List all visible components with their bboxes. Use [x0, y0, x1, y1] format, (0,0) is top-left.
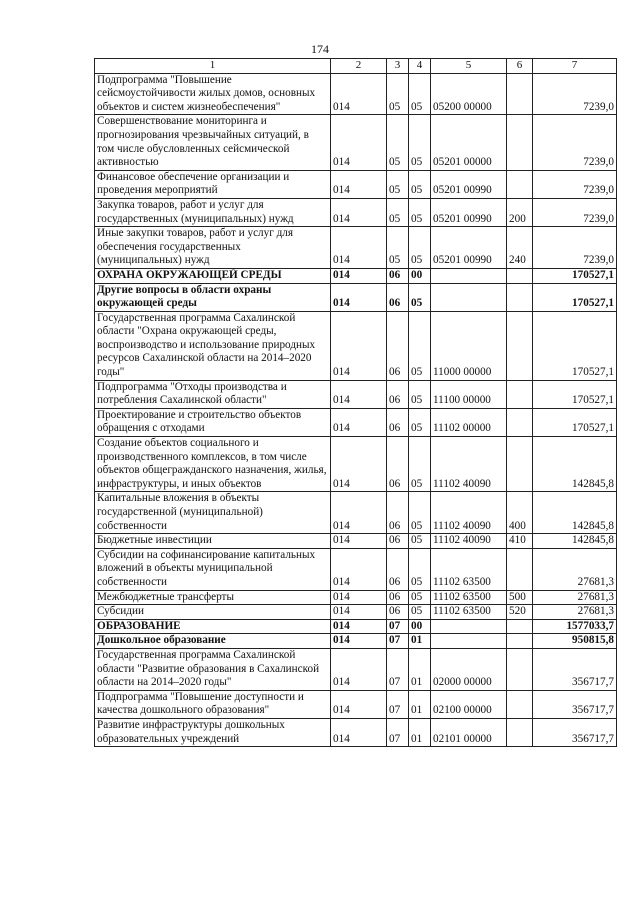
expense-type-cell	[507, 283, 533, 311]
ministry-code-cell: 014	[331, 619, 387, 634]
ministry-code-cell: 014	[331, 73, 387, 115]
subsection-code-cell: 00	[409, 619, 431, 634]
section-code-cell: 07	[387, 648, 409, 690]
section-code-cell: 06	[387, 548, 409, 590]
subsection-code-cell: 01	[409, 718, 431, 746]
section-code-cell: 07	[387, 619, 409, 634]
table-row	[95, 590, 617, 605]
ministry-code-cell: 014	[331, 170, 387, 198]
amount-cell: 170527,1	[533, 408, 617, 436]
header-row	[95, 59, 617, 74]
target-article-cell	[431, 619, 507, 634]
subsection-code-cell: 05	[409, 283, 431, 311]
section-code-cell: 06	[387, 311, 409, 380]
target-article-cell	[431, 634, 507, 649]
table-row	[95, 170, 617, 198]
target-article-cell: 02000 00000	[431, 648, 507, 690]
target-article-cell: 02101 00000	[431, 718, 507, 746]
name-cell: Финансовое обеспечение организации и проведения мероприятий	[95, 170, 331, 198]
header-cell: 2	[331, 59, 387, 74]
target-article-cell: 11102 40090	[431, 437, 507, 492]
ministry-code-cell: 014	[331, 534, 387, 549]
amount-cell: 7239,0	[533, 198, 617, 226]
subsection-code-cell: 05	[409, 311, 431, 380]
name-cell: Дошкольное образование	[95, 634, 331, 649]
target-article-cell: 05200 00000	[431, 73, 507, 115]
amount-cell: 27681,3	[533, 548, 617, 590]
expense-type-cell: 500	[507, 590, 533, 605]
subsection-code-cell: 01	[409, 634, 431, 649]
name-cell: Подпрограмма "Отходы производства и потребления Сахалинской области"	[95, 380, 331, 408]
ministry-code-cell: 014	[331, 437, 387, 492]
amount-cell: 170527,1	[533, 283, 617, 311]
target-article-cell: 05201 00990	[431, 170, 507, 198]
expense-type-cell	[507, 408, 533, 436]
name-cell: Подпрограмма "Повышение доступности и качества дошкольного образования"	[95, 690, 331, 718]
name-cell: Подпрограмма "Повышение сейсмоустойчивости жилых домов, основных объектов и систем жизнеобеспечения"	[95, 73, 331, 115]
header-cell: 5	[431, 59, 507, 74]
name-cell: Иные закупки товаров, работ и услуг для обеспечения государственных (муниципальных) нужд	[95, 227, 331, 269]
section-code-cell: 06	[387, 534, 409, 549]
target-article-cell: 11102 63500	[431, 590, 507, 605]
target-article-cell: 11102 40090	[431, 534, 507, 549]
subsection-code-cell: 05	[409, 605, 431, 620]
amount-cell: 7239,0	[533, 73, 617, 115]
ministry-code-cell: 014	[331, 718, 387, 746]
name-cell: Субсидии	[95, 605, 331, 620]
header-cell: 4	[409, 59, 431, 74]
section-code-cell: 06	[387, 408, 409, 436]
table-row	[95, 634, 617, 649]
header-cell: 1	[95, 59, 331, 74]
expense-type-cell	[507, 268, 533, 283]
table-body	[95, 73, 617, 747]
amount-cell: 142845,8	[533, 437, 617, 492]
section-code-cell: 06	[387, 605, 409, 620]
budget-table	[94, 58, 617, 747]
name-cell: Создание объектов социального и производственного комплексов, в том числе объектов общегражданского назначения, жилья, инфраструктуры, и иных объектов	[95, 437, 331, 492]
ministry-code-cell: 014	[331, 634, 387, 649]
amount-cell: 170527,1	[533, 311, 617, 380]
section-code-cell: 05	[387, 115, 409, 170]
subsection-code-cell: 05	[409, 548, 431, 590]
name-cell: Межбюджетные трансферты	[95, 590, 331, 605]
ministry-code-cell: 014	[331, 198, 387, 226]
section-code-cell: 05	[387, 198, 409, 226]
subsection-code-cell: 05	[409, 115, 431, 170]
name-cell: ОХРАНА ОКРУЖАЮЩЕЙ СРЕДЫ	[95, 268, 331, 283]
header-cell: 3	[387, 59, 409, 74]
table-row	[95, 648, 617, 690]
amount-cell: 142845,8	[533, 492, 617, 534]
name-cell: Совершенствование мониторинга и прогнозирования чрезвычайных ситуаций, в том числе обусловленных сейсмической активностью	[95, 115, 331, 170]
ministry-code-cell: 014	[331, 115, 387, 170]
section-code-cell: 07	[387, 690, 409, 718]
expense-type-cell	[507, 311, 533, 380]
table-row	[95, 548, 617, 590]
table-row	[95, 690, 617, 718]
table-row	[95, 492, 617, 534]
subsection-code-cell: 05	[409, 492, 431, 534]
amount-cell: 1577033,7	[533, 619, 617, 634]
name-cell: Государственная программа Сахалинской области "Развитие образования в Сахалинской области на 2014–2020 годы"	[95, 648, 331, 690]
expense-type-cell: 410	[507, 534, 533, 549]
amount-cell: 170527,1	[533, 268, 617, 283]
expense-type-cell: 240	[507, 227, 533, 269]
table-row	[95, 115, 617, 170]
expense-type-cell	[507, 548, 533, 590]
expense-type-cell: 400	[507, 492, 533, 534]
subsection-code-cell: 05	[409, 590, 431, 605]
target-article-cell: 05201 00000	[431, 115, 507, 170]
table-row	[95, 380, 617, 408]
subsection-code-cell: 05	[409, 198, 431, 226]
table-row	[95, 534, 617, 549]
amount-cell: 7239,0	[533, 227, 617, 269]
target-article-cell: 02100 00000	[431, 690, 507, 718]
subsection-code-cell: 05	[409, 534, 431, 549]
target-article-cell: 11000 00000	[431, 311, 507, 380]
table-row	[95, 283, 617, 311]
section-code-cell: 07	[387, 634, 409, 649]
table-row	[95, 619, 617, 634]
section-code-cell: 06	[387, 283, 409, 311]
section-code-cell: 06	[387, 437, 409, 492]
section-code-cell: 05	[387, 73, 409, 115]
section-code-cell: 05	[387, 170, 409, 198]
table-row	[95, 311, 617, 380]
name-cell: Проектирование и строительство объектов обращения с отходами	[95, 408, 331, 436]
section-code-cell: 06	[387, 268, 409, 283]
target-article-cell	[431, 283, 507, 311]
ministry-code-cell: 014	[331, 311, 387, 380]
table-row	[95, 605, 617, 620]
ministry-code-cell: 014	[331, 408, 387, 436]
section-code-cell: 07	[387, 718, 409, 746]
target-article-cell: 11102 63500	[431, 605, 507, 620]
amount-cell: 27681,3	[533, 605, 617, 620]
name-cell: Субсидии на софинансирование капитальных вложений в объекты муниципальной собственности	[95, 548, 331, 590]
header-cell: 6	[507, 59, 533, 74]
name-cell: Государственная программа Сахалинской области "Охрана окружающей среды, воспроизводство и использование природных ресурсов Сахалинской области на 2014–2020 годы"	[95, 311, 331, 380]
name-cell: ОБРАЗОВАНИЕ	[95, 619, 331, 634]
amount-cell: 142845,8	[533, 534, 617, 549]
ministry-code-cell: 014	[331, 605, 387, 620]
amount-cell: 7239,0	[533, 170, 617, 198]
target-article-cell	[431, 268, 507, 283]
amount-cell: 356717,7	[533, 718, 617, 746]
subsection-code-cell: 01	[409, 648, 431, 690]
target-article-cell: 11100 00000	[431, 380, 507, 408]
subsection-code-cell: 05	[409, 437, 431, 492]
expense-type-cell	[507, 73, 533, 115]
subsection-code-cell: 01	[409, 690, 431, 718]
ministry-code-cell: 014	[331, 548, 387, 590]
expense-type-cell	[507, 648, 533, 690]
expense-type-cell	[507, 170, 533, 198]
table-row	[95, 268, 617, 283]
section-code-cell: 06	[387, 492, 409, 534]
subsection-code-cell: 05	[409, 73, 431, 115]
name-cell: Бюджетные инвестиции	[95, 534, 331, 549]
table-row	[95, 408, 617, 436]
table-row	[95, 198, 617, 226]
subsection-code-cell: 05	[409, 170, 431, 198]
amount-cell: 356717,7	[533, 648, 617, 690]
target-article-cell: 05201 00990	[431, 198, 507, 226]
name-cell: Развитие инфраструктуры дошкольных образовательных учреждений	[95, 718, 331, 746]
target-article-cell: 05201 00990	[431, 227, 507, 269]
section-code-cell: 06	[387, 380, 409, 408]
expense-type-cell	[507, 690, 533, 718]
expense-type-cell	[507, 437, 533, 492]
ministry-code-cell: 014	[331, 492, 387, 534]
amount-cell: 7239,0	[533, 115, 617, 170]
expense-type-cell	[507, 380, 533, 408]
target-article-cell: 11102 00000	[431, 408, 507, 436]
ministry-code-cell: 014	[331, 380, 387, 408]
ministry-code-cell: 014	[331, 690, 387, 718]
amount-cell: 27681,3	[533, 590, 617, 605]
expense-type-cell	[507, 718, 533, 746]
target-article-cell: 11102 40090	[431, 492, 507, 534]
section-code-cell: 06	[387, 590, 409, 605]
section-code-cell: 05	[387, 227, 409, 269]
table-row	[95, 718, 617, 746]
expense-type-cell	[507, 619, 533, 634]
expense-type-cell	[507, 115, 533, 170]
amount-cell: 356717,7	[533, 690, 617, 718]
table-row	[95, 227, 617, 269]
expense-type-cell: 520	[507, 605, 533, 620]
ministry-code-cell: 014	[331, 283, 387, 311]
ministry-code-cell: 014	[331, 268, 387, 283]
target-article-cell: 11102 63500	[431, 548, 507, 590]
subsection-code-cell: 00	[409, 268, 431, 283]
amount-cell: 950815,8	[533, 634, 617, 649]
page-number: 174	[311, 42, 329, 56]
table-row	[95, 73, 617, 115]
ministry-code-cell: 014	[331, 590, 387, 605]
subsection-code-cell: 05	[409, 380, 431, 408]
subsection-code-cell: 05	[409, 227, 431, 269]
table-row	[95, 437, 617, 492]
ministry-code-cell: 014	[331, 648, 387, 690]
name-cell: Закупка товаров, работ и услуг для государственных (муниципальных) нужд	[95, 198, 331, 226]
subsection-code-cell: 05	[409, 408, 431, 436]
amount-cell: 170527,1	[533, 380, 617, 408]
name-cell: Другие вопросы в области охраны окружающей среды	[95, 283, 331, 311]
expense-type-cell: 200	[507, 198, 533, 226]
name-cell: Капитальные вложения в объекты государственной (муниципальной) собственности	[95, 492, 331, 534]
expense-type-cell	[507, 634, 533, 649]
ministry-code-cell: 014	[331, 227, 387, 269]
header-cell: 7	[533, 59, 617, 74]
